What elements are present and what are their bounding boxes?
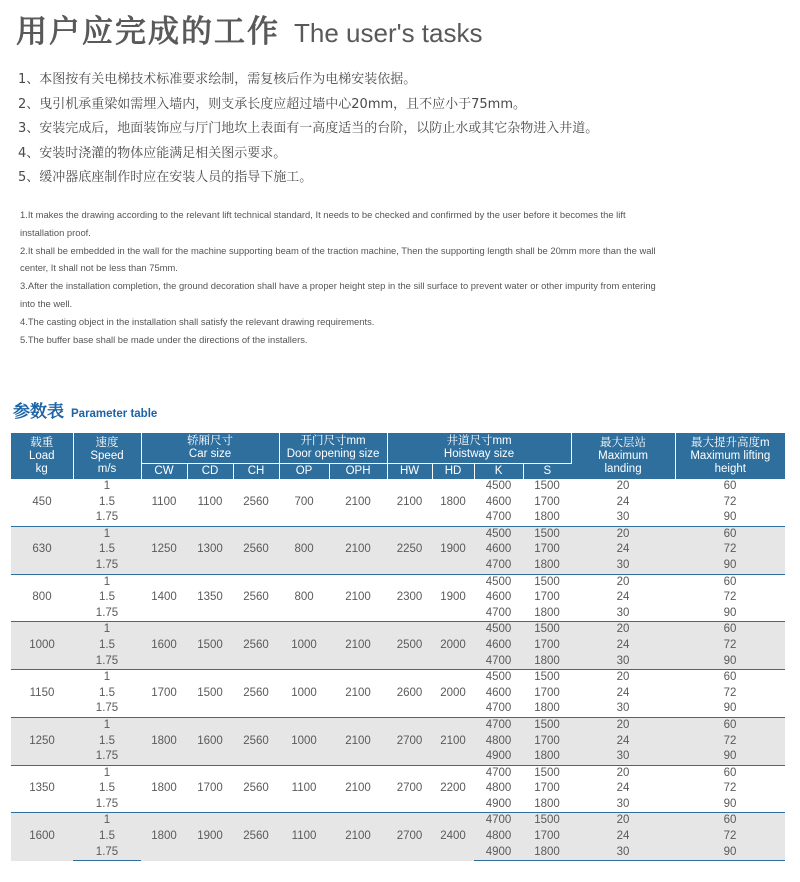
notes-en — [20, 206, 750, 348]
note-en-line: 2.It shall be embedded in the wall for the machine supporting beam of the traction machine, Then the supporting length shall be 20mm more than the wall — [20, 244, 656, 256]
cell-height: 72 — [675, 542, 785, 558]
cell-k: 4800 — [474, 829, 523, 845]
cell-k: 4700 — [474, 558, 523, 574]
header-hoistway-en: Hoistway size — [443, 448, 515, 460]
cell-k: 4900 — [474, 845, 523, 861]
header-speed-en: Speed — [90, 449, 124, 462]
cell-k: 4500 — [474, 670, 523, 686]
cell-height: 60 — [675, 622, 785, 638]
header-max-landing-cn: 最大层站 — [600, 436, 647, 449]
cell-ch: 2560 — [233, 765, 279, 813]
cell-hd: 1800 — [432, 479, 474, 526]
cell-height: 60 — [675, 574, 785, 590]
cell-oph: 2100 — [329, 765, 387, 813]
header-door-size-en: Door opening size — [286, 448, 380, 460]
cell-landing: 24 — [571, 734, 675, 750]
note-cn-1: 1、本图按有关电梯技术标准要求绘制，需复核后作为电梯安装依据。 — [18, 72, 417, 87]
cell-s: 1700 — [523, 590, 571, 606]
cell-k: 4700 — [474, 606, 523, 622]
header-max-height-cn: 最大提升高度m — [691, 436, 770, 449]
cell-height: 72 — [675, 829, 785, 845]
note-en-line: 3.After the installation completion, the ground decoration shall have a proper height step in the sill surface to prevent water or other impurity from entering — [20, 280, 656, 292]
cell-speed: 1.5 — [73, 734, 141, 750]
cell-hd: 2000 — [432, 622, 474, 670]
cell-s: 1500 — [523, 574, 571, 590]
cell-height: 60 — [675, 670, 785, 686]
cell-height: 90 — [675, 558, 785, 574]
cell-hd: 2000 — [432, 670, 474, 718]
cell-k: 4800 — [474, 734, 523, 750]
note-en-line: 5.The buffer base shall be made under the directions of the installers. — [20, 333, 308, 345]
cell-landing: 20 — [571, 670, 675, 686]
cell-landing: 20 — [571, 526, 675, 542]
cell-cw: 1800 — [141, 765, 187, 813]
cell-k: 4900 — [474, 749, 523, 765]
header-max-landing-en2: landing — [604, 462, 642, 475]
cell-hd: 1900 — [432, 526, 474, 574]
cell-cd: 1600 — [187, 717, 233, 765]
header-car-size — [141, 433, 279, 464]
cell-speed: 1.75 — [73, 654, 141, 670]
header-car-size-cn: 轿厢尺寸 — [187, 435, 234, 447]
cell-op: 1000 — [279, 717, 329, 765]
cell-hw: 2700 — [387, 717, 432, 765]
cell-load: 1150 — [11, 670, 73, 718]
note-en-line: 1.It makes the drawing according to the relevant lift technical standard, It needs to be checked and confirmed by the user before it becomes the lift — [20, 209, 626, 220]
header-cw: CW — [141, 464, 187, 480]
cell-s: 1800 — [523, 797, 571, 813]
cell-ch: 2560 — [233, 717, 279, 765]
cell-load: 1350 — [11, 765, 73, 813]
cell-cd: 1350 — [187, 574, 233, 622]
header-ch: CH — [233, 464, 279, 480]
cell-landing: 24 — [571, 590, 675, 606]
cell-landing: 24 — [571, 542, 675, 558]
cell-s: 1800 — [523, 558, 571, 574]
cell-height: 90 — [675, 797, 785, 813]
cell-k: 4700 — [474, 701, 523, 717]
cell-landing: 20 — [571, 479, 675, 495]
cell-oph: 2100 — [329, 670, 387, 718]
cell-speed: 1.75 — [73, 749, 141, 765]
cell-speed: 1.5 — [73, 781, 141, 797]
cell-landing: 20 — [571, 813, 675, 829]
note-cn-5: 5、缓冲器底座制作时应在安装人员的指导下施工。 — [18, 170, 313, 185]
header-max-height-en2: height — [714, 462, 746, 475]
cell-k: 4600 — [474, 686, 523, 702]
cell-load: 800 — [11, 574, 73, 622]
cell-speed: 1.5 — [73, 638, 141, 654]
cell-oph: 2100 — [329, 717, 387, 765]
header-load-cn: 载重 — [30, 436, 54, 449]
cell-landing: 24 — [571, 638, 675, 654]
cell-s: 1800 — [523, 701, 571, 717]
cell-landing: 30 — [571, 510, 675, 526]
cell-load: 1600 — [11, 813, 73, 861]
table-row — [11, 765, 785, 781]
cell-s: 1700 — [523, 686, 571, 702]
cell-cd: 1500 — [187, 622, 233, 670]
cell-s: 1800 — [523, 749, 571, 765]
cell-landing: 30 — [571, 558, 675, 574]
cell-cw: 1800 — [141, 717, 187, 765]
parameter-table-title-cn: 参数表 — [13, 402, 64, 422]
cell-op: 1100 — [279, 813, 329, 861]
cell-oph: 2100 — [329, 526, 387, 574]
cell-speed: 1.5 — [73, 590, 141, 606]
cell-height: 72 — [675, 638, 785, 654]
cell-speed: 1 — [73, 574, 141, 590]
cell-op: 1100 — [279, 765, 329, 813]
cell-height: 90 — [675, 510, 785, 526]
cell-landing: 24 — [571, 686, 675, 702]
cell-s: 1700 — [523, 781, 571, 797]
cell-height: 90 — [675, 701, 785, 717]
header-k: K — [474, 464, 523, 480]
cell-speed: 1.75 — [73, 701, 141, 717]
cell-s: 1700 — [523, 734, 571, 750]
cell-ch: 2560 — [233, 574, 279, 622]
cell-cw: 1250 — [141, 526, 187, 574]
cell-k: 4500 — [474, 479, 523, 495]
header-load-unit: kg — [35, 462, 48, 475]
header-max-height-en: Maximum lifting — [690, 449, 771, 462]
cell-oph: 2100 — [329, 479, 387, 526]
cell-landing: 30 — [571, 749, 675, 765]
cell-landing: 20 — [571, 622, 675, 638]
cell-speed: 1 — [73, 670, 141, 686]
cell-speed: 1.75 — [73, 510, 141, 526]
page-title-en: The user's tasks — [294, 18, 483, 48]
cell-op: 1000 — [279, 670, 329, 718]
header-max-height — [675, 433, 785, 479]
cell-hd: 1900 — [432, 574, 474, 622]
cell-cw: 1800 — [141, 813, 187, 861]
cell-oph: 2100 — [329, 622, 387, 670]
cell-load: 630 — [11, 526, 73, 574]
cell-s: 1800 — [523, 845, 571, 861]
cell-k: 4700 — [474, 813, 523, 829]
cell-op: 700 — [279, 479, 329, 526]
cell-speed: 1.5 — [73, 829, 141, 845]
header-door-size-cn: 开门尺寸mm — [300, 435, 366, 447]
header-hoistway — [387, 433, 571, 464]
cell-cd: 1900 — [187, 813, 233, 861]
cell-k: 4600 — [474, 638, 523, 654]
cell-landing: 20 — [571, 717, 675, 733]
header-op: OP — [279, 464, 329, 480]
cell-s: 1700 — [523, 495, 571, 511]
parameter-table-title-en: Parameter table — [71, 408, 158, 420]
cell-speed: 1 — [73, 765, 141, 781]
cell-s: 1800 — [523, 510, 571, 526]
cell-speed: 1 — [73, 479, 141, 495]
parameter-table — [11, 433, 785, 861]
cell-s: 1500 — [523, 622, 571, 638]
cell-height: 72 — [675, 686, 785, 702]
page-title-cn: 用户应完成的工作 — [16, 14, 280, 50]
cell-op: 1000 — [279, 622, 329, 670]
parameter-table-title — [13, 397, 157, 422]
cell-speed: 1.75 — [73, 558, 141, 574]
cell-hd: 2100 — [432, 717, 474, 765]
cell-k: 4500 — [474, 526, 523, 542]
cell-k: 4800 — [474, 781, 523, 797]
table-row — [11, 813, 785, 829]
note-en-line: installation proof. — [20, 226, 91, 238]
header-hd: HD — [432, 464, 474, 480]
header-max-landing-en: Maximum — [598, 449, 648, 462]
cell-landing: 20 — [571, 574, 675, 590]
cell-landing: 30 — [571, 606, 675, 622]
cell-oph: 2100 — [329, 574, 387, 622]
cell-s: 1700 — [523, 829, 571, 845]
cell-hw: 2600 — [387, 670, 432, 718]
table-row — [11, 574, 785, 590]
header-cd: CD — [187, 464, 233, 480]
cell-cw: 1700 — [141, 670, 187, 718]
cell-cw: 1600 — [141, 622, 187, 670]
cell-load: 1000 — [11, 622, 73, 670]
cell-ch: 2560 — [233, 526, 279, 574]
cell-hw: 2100 — [387, 479, 432, 526]
cell-hw: 2250 — [387, 526, 432, 574]
cell-speed: 1.75 — [73, 845, 141, 861]
cell-speed: 1 — [73, 526, 141, 542]
note-cn-3: 3、安装完成后，地面装饰应与厅门地坎上表面有一高度适当的台阶，以防止水或其它杂物进入井道。 — [18, 121, 599, 136]
header-max-landing — [571, 433, 675, 479]
cell-s: 1800 — [523, 606, 571, 622]
cell-k: 4500 — [474, 622, 523, 638]
note-en-line: 4.The casting object in the installation shall satisfy the relevant drawing requirements. — [20, 315, 375, 327]
cell-hw: 2700 — [387, 813, 432, 861]
cell-hw: 2700 — [387, 765, 432, 813]
cell-k: 4500 — [474, 574, 523, 590]
table-row — [11, 479, 785, 495]
cell-height: 90 — [675, 654, 785, 670]
table-row — [11, 622, 785, 638]
cell-s: 1500 — [523, 526, 571, 542]
header-oph: OPH — [329, 464, 387, 480]
cell-ch: 2560 — [233, 479, 279, 526]
cell-s: 1500 — [523, 479, 571, 495]
cell-speed: 1.5 — [73, 495, 141, 511]
cell-k: 4600 — [474, 495, 523, 511]
cell-height: 72 — [675, 495, 785, 511]
header-hw: HW — [387, 464, 432, 480]
cell-s: 1700 — [523, 638, 571, 654]
table-row — [11, 717, 785, 733]
cell-height: 60 — [675, 479, 785, 495]
cell-height: 60 — [675, 717, 785, 733]
notes-cn — [18, 68, 788, 191]
cell-speed: 1 — [73, 622, 141, 638]
note-cn-4: 4、安装时浇灌的物体应能满足相关图示要求。 — [18, 145, 287, 161]
cell-height: 90 — [675, 845, 785, 861]
cell-k: 4600 — [474, 590, 523, 606]
parameter-table-body — [11, 479, 785, 861]
cell-cd: 1100 — [187, 479, 233, 526]
cell-hw: 2500 — [387, 622, 432, 670]
cell-height: 60 — [675, 526, 785, 542]
cell-op: 800 — [279, 574, 329, 622]
cell-landing: 20 — [571, 765, 675, 781]
cell-speed: 1.75 — [73, 797, 141, 813]
header-speed-cn: 速度 — [95, 436, 119, 449]
cell-s: 1800 — [523, 654, 571, 670]
cell-speed: 1.75 — [73, 606, 141, 622]
cell-s: 1500 — [523, 717, 571, 733]
cell-speed: 1 — [73, 813, 141, 829]
cell-hd: 2200 — [432, 765, 474, 813]
cell-hd: 2400 — [432, 813, 474, 861]
cell-cd: 1700 — [187, 765, 233, 813]
cell-load: 1250 — [11, 717, 73, 765]
cell-s: 1700 — [523, 542, 571, 558]
header-speed — [73, 433, 141, 479]
cell-oph: 2100 — [329, 813, 387, 861]
cell-landing: 24 — [571, 829, 675, 845]
cell-landing: 30 — [571, 701, 675, 717]
cell-cd: 1300 — [187, 526, 233, 574]
header-s: S — [523, 464, 571, 480]
table-row — [11, 670, 785, 686]
note-en-line: into the well. — [20, 297, 73, 309]
cell-landing: 30 — [571, 654, 675, 670]
cell-speed: 1 — [73, 717, 141, 733]
cell-height: 72 — [675, 734, 785, 750]
cell-height: 72 — [675, 590, 785, 606]
cell-s: 1500 — [523, 813, 571, 829]
cell-landing: 24 — [571, 781, 675, 797]
cell-hw: 2300 — [387, 574, 432, 622]
cell-landing: 30 — [571, 797, 675, 813]
header-car-size-en: Car size — [188, 448, 232, 460]
cell-k: 4700 — [474, 765, 523, 781]
note-en-line: center, It shall not be less than 75mm. — [20, 262, 178, 274]
cell-k: 4700 — [474, 654, 523, 670]
header-door-size — [279, 433, 387, 464]
cell-s: 1500 — [523, 765, 571, 781]
header-load-en: Load — [28, 449, 55, 462]
cell-cw: 1400 — [141, 574, 187, 622]
cell-op: 800 — [279, 526, 329, 574]
cell-speed: 1.5 — [73, 542, 141, 558]
cell-ch: 2560 — [233, 622, 279, 670]
cell-k: 4700 — [474, 510, 523, 526]
cell-height: 90 — [675, 749, 785, 765]
cell-landing: 24 — [571, 495, 675, 511]
header-load — [11, 433, 73, 479]
table-row — [11, 526, 785, 542]
cell-speed: 1.5 — [73, 686, 141, 702]
cell-cw: 1100 — [141, 479, 187, 526]
cell-height: 60 — [675, 813, 785, 829]
cell-k: 4900 — [474, 797, 523, 813]
cell-height: 60 — [675, 765, 785, 781]
cell-k: 4600 — [474, 542, 523, 558]
cell-k: 4700 — [474, 717, 523, 733]
cell-height: 72 — [675, 781, 785, 797]
header-speed-unit: m/s — [97, 462, 117, 475]
page-title — [16, 6, 482, 50]
cell-s: 1500 — [523, 670, 571, 686]
cell-load: 450 — [11, 479, 73, 526]
cell-ch: 2560 — [233, 813, 279, 861]
note-cn-2: 2、曳引机承重梁如需埋入墙内，则支承长度应超过墙中心20mm，且不应小于75mm。 — [18, 96, 527, 112]
cell-ch: 2560 — [233, 670, 279, 718]
cell-cd: 1500 — [187, 670, 233, 718]
header-hoistway-cn: 井道尺寸mm — [446, 435, 512, 447]
cell-landing: 30 — [571, 845, 675, 861]
cell-height: 90 — [675, 606, 785, 622]
